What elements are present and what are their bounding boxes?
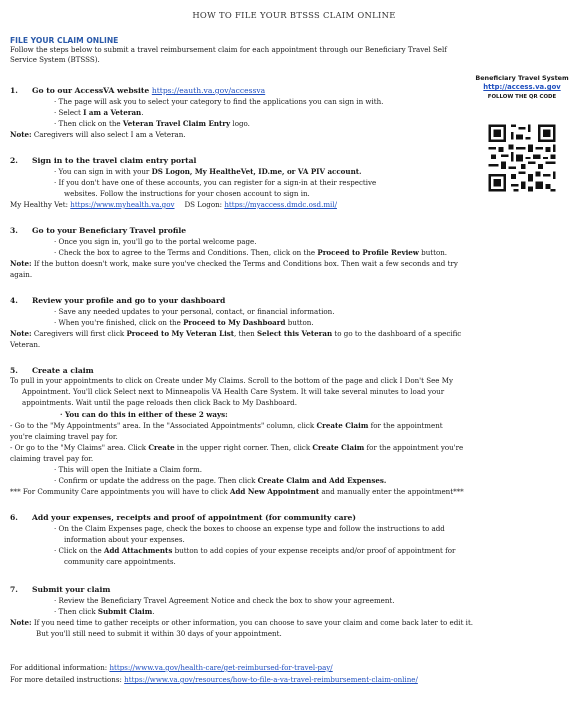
detailed-instructions-link[interactable]: https://www.va.gov/resources/how-to-file-a-va-travel-reimbursement-claim-online/ (124, 675, 418, 684)
section-1-heading: 1. Go to our AccessVA website https://eauth.va.gov/accessva (10, 86, 266, 95)
footer-additional-info: For additional information: https://www.va.gov/health-care/get-reimbursed-for-travel-pay/ (10, 663, 333, 672)
sidebar-title: Beneficiary Travel System (475, 74, 569, 82)
s6-bullet-1: · On the Claim Expenses page, check the boxes to choose an expense type and follow the instructions to add (54, 524, 445, 533)
section-6-heading: 6. Add your expenses, receipts and proof of appointment (for community care) (10, 513, 356, 522)
section-5-heading: 5. Create a claim (10, 366, 94, 375)
accessva-link[interactable]: https://eauth.va.gov/accessva (151, 86, 266, 95)
s4-bullet-1: · Save any needed updates to your personal, contact, or financial information. (54, 307, 335, 316)
s5-bullet-2: · Confirm or update the address on the page. Then click Create Claim and Add Expenses. (54, 476, 387, 485)
s5-ways: · You can do this in either of these 2 ways: (60, 410, 228, 419)
s1-bullet-1: · The page will ask you to select your category to find the applications you can sign in with. (54, 97, 384, 106)
ds-logon-link[interactable]: https://myaccess.dmdc.osd.mil/ (224, 200, 337, 209)
sidebar-url-link[interactable]: http://access.va.gov (483, 83, 561, 91)
qr-code-icon (486, 122, 558, 194)
s3-note: Note: If the button doesn't work, make sure you've checked the Terms and Conditions box. Then wait a few seconds and try (10, 259, 458, 268)
s3-note-cont: again. (10, 270, 33, 279)
s7-bullet-1: · Review the Beneficiary Travel Agreement Notice and check the box to show your agreement. (54, 596, 395, 605)
s5-para-1: To pull in your appointments to click on Create under My Claims. Scroll to the bottom of the page and click I Don't See My (10, 376, 454, 385)
footer-detailed-instructions: For more detailed instructions: https://www.va.gov/resources/how-to-file-a-va-travel-reimbursement-claim-online/ (10, 675, 418, 684)
s6-bullet-2: · Click on the Add Attachments button to add copies of your expense receipts and/or proof of appointment for (54, 546, 456, 555)
s3-bullet-2: · Check the box to agree to the Terms and Conditions. Then, click on the Proceed to Profile Review button. (54, 248, 448, 257)
s5-way-1: - Go to the "My Appointments" area. In the "Associated Appointments" column, click Create Claim for the appointment (10, 421, 443, 430)
s7-note: Note: If you need time to gather receipts or other information, you can choose to save your claim and come back later to edit it. (10, 618, 474, 627)
s5-para-3: appointments. Wait until the page reloads then click Back to My Dashboard. (22, 398, 297, 407)
s2-bullet-1: · You can sign in with your DS Logon, My HealtheVet, ID.me, or VA PIV account. (54, 167, 362, 176)
qr-sidebar (464, 74, 580, 100)
s1-bullet-3: · Then click on the Veteran Travel Claim Entry logo. (54, 119, 250, 128)
myhealthevet-link[interactable]: https://www.myhealth.va.gov (70, 200, 175, 209)
section-2-heading: 2. Sign in to the travel claim entry portal (10, 156, 197, 165)
s5-community-care: *** For Community Care appointments you will have to click Add New Appointment and manually enter the appointment*** (10, 487, 464, 496)
s5-way-1-cont: you're claiming travel pay for. (10, 432, 118, 441)
s7-bullet-2: · Then click Submit Claim. (54, 607, 155, 616)
s5-way-2: - Or go to the "My Claims" area. Click Create in the upper right corner. Then, click Create Claim for the appointment you're (10, 443, 464, 452)
s7-note-cont: But you'll still need to submit it within 30 days of your appointment. (36, 629, 282, 638)
section-7-heading: 7. Submit your claim (10, 585, 111, 594)
file-claim-title: FILE YOUR CLAIM ONLINE (10, 36, 119, 45)
s3-bullet-1: · Once you sign in, you'll go to the portal welcome page. (54, 237, 257, 246)
s6-bullet-2-cont: community care appointments. (64, 557, 176, 566)
intro-line-2: Service System (BTSSS). (10, 55, 100, 64)
s5-para-2: Appointment. You'll click Select next to Minneapolis VA Health Care System. It will take several minutes to load your (22, 387, 445, 396)
s1-bullet-2: · Select I am a Veteran. (54, 108, 144, 117)
section-4-heading: 4. Review your profile and go to your dashboard (10, 296, 226, 305)
s2-bullet-2: · If you don't have one of these accounts, you can register for a sign-in at their respective (54, 178, 377, 187)
sidebar-follow-label: FOLLOW THE QR CODE (487, 94, 557, 100)
page-header: HOW TO FILE YOUR BTSSS CLAIM ONLINE (192, 10, 396, 20)
s1-note: Note: Caregivers will also select I am a Veteran. (10, 130, 186, 139)
additional-info-link[interactable]: https://www.va.gov/health-care/get-reimbursed-for-travel-pay/ (109, 663, 333, 672)
document-page (10, 0, 578, 726)
s4-note-cont: Veteran. (10, 340, 41, 349)
s2-links: My Healthy Vet: https://www.myhealth.va.gov DS Logon: https://myaccess.dmdc.osd.mil/ (10, 200, 337, 209)
s6-bullet-1-cont: information about your expenses. (64, 535, 185, 544)
s5-way-2-cont: claiming travel pay for. (10, 454, 94, 463)
intro-line-1: Follow the steps below to submit a travel reimbursement claim for each appointment through our Beneficiary Travel Self (10, 45, 447, 54)
s5-bullet-1: · This will open the Initiate a Claim form. (54, 465, 203, 474)
s4-note: Note: Caregivers will first click Proceed to My Veteran List, then Select this Veteran to go to the dashboard of a specific (10, 329, 462, 338)
s2-bullet-2-cont: websites. Follow the instructions for your chosen account to sign in. (64, 189, 310, 198)
s4-bullet-2: · When you're finished, click on the Proceed to My Dashboard button. (54, 318, 314, 327)
section-3-heading: 3. Go to your Beneficiary Travel profile (10, 226, 187, 235)
